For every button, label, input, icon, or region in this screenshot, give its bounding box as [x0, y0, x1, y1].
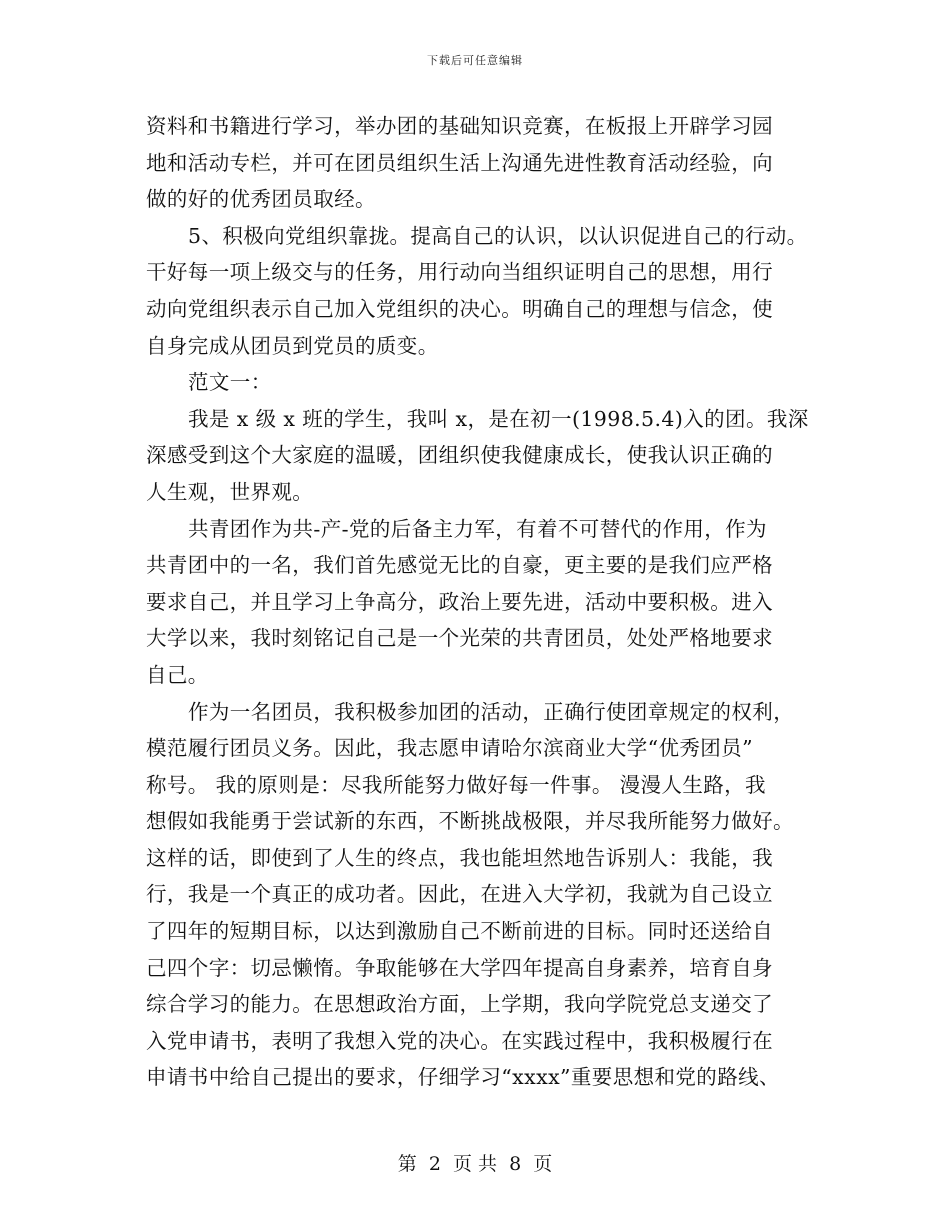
text-line: 地和活动专栏，并可在团员组织生活上沟通先进性教育活动经验，向: [146, 150, 773, 175]
text-line: 深感受到这个大家庭的温暖，团组织使我健康成长，使我认识正确的: [146, 443, 773, 468]
footer-suffix: 页: [533, 1153, 553, 1175]
text-line: 5、积极向党组织靠拢。提高自己的认识，以认识促进自己的行动。: [188, 223, 808, 248]
text-line: 称号。 我的原则是：尽我所能努力做好每一件事。 漫漫人生路，我: [146, 772, 766, 797]
text-line: 要求自己，并且学习上争高分，政治上要先进，活动中要积极。进入: [146, 589, 773, 614]
text-line: 作为一名团员，我积极参加团的活动，正确行使团章规定的权利，: [188, 699, 795, 724]
text-line: 入党申请书，表明了我想入党的决心。在实践过程中，我积极履行在: [146, 1028, 773, 1053]
text-line: 共青团中的一名，我们首先感觉无比的自豪，更主要的是我们应严格: [146, 553, 773, 578]
document-body: [146, 108, 816, 1096]
total-page-count: 8: [509, 1153, 522, 1175]
text-line: 申请书中给自己提出的要求，仔细学习“xxxx”重要思想和党的路线、: [146, 1065, 780, 1090]
footer-prefix: 第: [397, 1153, 417, 1175]
text-line: 模范履行团员义务。因此，我志愿申请哈尔滨商业大学“优秀团员”: [146, 736, 753, 761]
text-line: 人生观，世界观。: [146, 479, 314, 504]
paragraph-1: [146, 108, 816, 218]
section-heading: 范文一：: [188, 370, 272, 395]
text-line: 这样的话，即使到了人生的终点，我也能坦然地告诉别人：我能，我: [146, 845, 773, 870]
text-line: 干好每一项上级交与的任务，用行动向当组织证明自己的思想，用行: [146, 260, 773, 285]
footer-middle: 页 共: [452, 1153, 498, 1175]
paragraph-4: [146, 401, 816, 511]
text-line: 做的好的优秀团员取经。: [146, 187, 376, 212]
text-line: 我是 x 级 x 班的学生，我叫 x，是在初一(1998.5.4)入的团。我深: [188, 406, 809, 431]
text-line: 综合学习的能力。在思想政治方面，上学期，我向学院党总支递交了: [146, 992, 773, 1017]
current-page-number: 2: [428, 1153, 441, 1175]
text-line: 己四个字：切忌懒惰。争取能够在大学四年提高自身素养，培育自身: [146, 955, 773, 980]
paragraph-6: [146, 694, 816, 1097]
page-number-footer: [0, 1152, 950, 1176]
paragraph-2: [146, 218, 816, 364]
page-header: 下载后可任意编辑: [427, 54, 523, 67]
text-line: 想假如我能勇于尝试新的东西，不断挑战极限，并尽我所能努力做好。: [146, 809, 794, 834]
text-line: 资料和书籍进行学习，举办团的基础知识竞赛，在板报上开辟学习园: [146, 114, 773, 138]
text-line: 自己。: [146, 662, 209, 687]
text-line: 大学以来，我时刻铭记自己是一个光荣的共青团员，处处严格地要求: [146, 626, 773, 651]
text-line: 共青团作为共-产-党的后备主力军，有着不可替代的作用，作为: [188, 516, 767, 541]
text-line: 行，我是一个真正的成功者。因此，在进入大学初，我就为自己设立: [146, 882, 773, 907]
text-line: 动向党组织表示自己加入党组织的决心。明确自己的理想与信念，使: [146, 296, 773, 321]
paragraph-5: [146, 511, 816, 694]
text-line: 了四年的短期目标，以达到激励自己不断前进的目标。同时还送给自: [146, 919, 773, 944]
paragraph-3: [146, 364, 816, 401]
text-line: 自身完成从团员到党员的质变。: [146, 333, 439, 358]
